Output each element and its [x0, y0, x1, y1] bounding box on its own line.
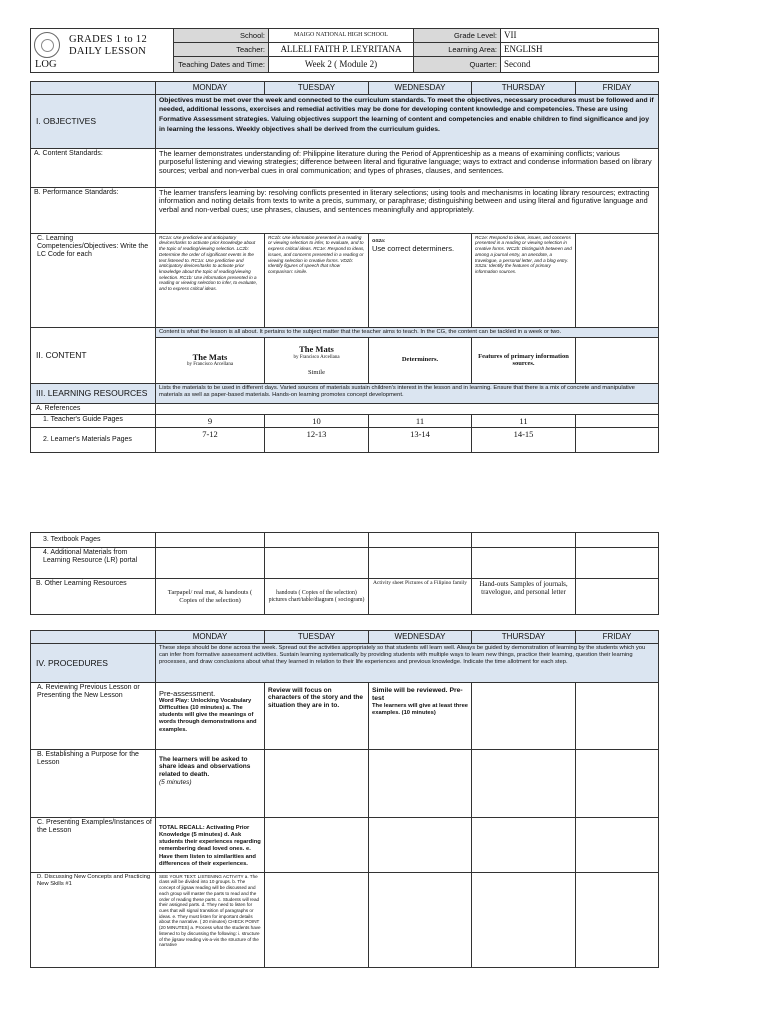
proc-day-friday: FRIDAY [576, 631, 659, 644]
proc-a-tuesday: Review will focus on characters of the story and the situation they are in to. [265, 682, 369, 749]
objectives-heading: I. OBJECTIVES [31, 94, 156, 148]
dates-value: Week 2 ( Module 2) [269, 57, 414, 73]
content-monday-title: The Mats [192, 352, 228, 363]
additional-materials-label: 4. Additional Materials from Learning Resource (LR) portal [31, 548, 156, 579]
competencies-monday: RC1a: Use predictive and anticipatory devices/tasks to activate prior knowledge about the topic of reading/viewing selection. LC2b: Determine the order of significant events in the text listened to. RC1a: Use predictive and anticipatory devices/tasks to activate prior knowledge about the topic of reading/viewing selection. RC1b: Use information presented in a reading or viewing selection to infer, to evaluate, and to express critical ideas. [156, 233, 265, 327]
dll-logo [31, 29, 174, 73]
competencies-tuesday: RC1b: Use information presented in a reading or viewing selection to infer, to evaluate, and to express critical ideas. RC1e: Respond to ideas, issues, and concerns presented in a reading or viewing selection in creative forms. VD2b: Identify figures of speech that show comparison: simile. [265, 233, 369, 327]
day-wednesday: WEDNESDAY [369, 82, 472, 95]
proc-a-wednesday-body: The learners will give at least three examples. (10 minutes) [372, 702, 469, 717]
logo-line1: GRADES 1 to 12 [69, 34, 147, 45]
proc-b-label: B. Establishing a Purpose for the Lesson [31, 749, 156, 817]
teacher-value: ALLELI FAITH P. LEYRITANA [269, 43, 414, 57]
grade-label: Grade Level: [414, 29, 501, 43]
content-tuesday-extra: Simile [308, 368, 325, 376]
school-label: School: [174, 29, 269, 43]
lm-tuesday: 12-13 [265, 428, 369, 453]
day-monday: MONDAY [156, 82, 265, 95]
content-tuesday-author: by Francisco Arcellana [293, 354, 340, 360]
quarter-label: Quarter: [414, 57, 501, 73]
resources-description: Lists the materials to be used in different days. Varied sources of materials sustain children's interest in the lesson and in learning. Ensure that there is a mix of concrete and manipulative materials as well as paper-based materials. Hands-on learning promotes concept development. [156, 383, 659, 403]
proc-day-wednesday: WEDNESDAY [369, 631, 472, 644]
proc-a-label: A. Reviewing Previous Lesson or Presenting the New Lesson [31, 682, 156, 749]
lm-friday [576, 428, 659, 453]
area-label: Learning Area: [414, 43, 501, 57]
proc-day-monday: MONDAY [156, 631, 265, 644]
dates-label: Teaching Dates and Time: [174, 57, 269, 73]
area-value: ENGLISH [501, 43, 659, 57]
lm-wednesday: 13-14 [369, 428, 472, 453]
content-thursday: Features of primary information sources. [472, 337, 576, 383]
logo-line3: LOG [35, 59, 57, 71]
procedures-description: These steps should be done across the week. Spread out the activities appropriately so that students will learn well. Always be guided by demonstration of learning by the students which you can infer from formative assessment activities. Sustain learning systematically by providing students with multiple ways to learn new things, practice their learning, question their learning processes, and draw conclusions about what they learned in relation to their life experiences and previous knowledge. Indicate the time allotment for each step. [156, 643, 659, 682]
resources-heading: III. LEARNING RESOURCES [31, 383, 156, 403]
other-resources-wednesday: Activity sheet Pictures of a Filipino family [369, 579, 472, 615]
proc-b-monday: The learners will be asked to share ideas and observations related to death. [159, 755, 251, 779]
content-heading: II. CONTENT [31, 327, 156, 383]
tg-wednesday: 11 [369, 415, 472, 428]
corner-cell [31, 82, 156, 95]
lm-thursday: 14-15 [472, 428, 576, 453]
day-thursday: THURSDAY [472, 82, 576, 95]
tg-friday [576, 415, 659, 428]
other-resources-thursday: Hand-outs Samples of journals, travelogue, and personal letter [472, 579, 576, 615]
proc-b-monday-time: (5 minutes) [159, 778, 192, 786]
procedures-heading: IV. PROCEDURES [31, 643, 156, 682]
proc-d-monday: SEE YOUR TEXT: LISTENING ACTIVITY a. The class will be divided into 10 groups. b. The concept of jigsaw reading will be discussed and each group will master the parts to read and the order of reading these parts. c. Students will read their assigned parts. d. They need to listen for cues that will signal transition of paragraphs or ideas. e. They must listen for important details about the narrative. ( 20 minutes) CHECK POINT (20 MINUTES) a. Process what the students have listened to by discussing the following: i. structure of the jigsaw reading vis-a-vis the structure of the narrative [156, 872, 265, 967]
deped-seal-icon [34, 32, 60, 58]
competencies-thursday: RC1e: Respond to ideas, issues, and concerns presented in a reading or viewing selection in creative forms. WC2b: Distinguish between and among a journal entry, an anecdote, a travelogue, a personal letter, and a blog entry. SS2a: Identify the features of primary information sources. [472, 233, 576, 327]
lm-monday: 7-12 [156, 428, 265, 453]
competencies-label: C. Learning Competencies/Objectives: Write the LC Code for each [31, 233, 156, 327]
teachers-guide-label: 1. Teacher's Guide Pages [31, 415, 156, 428]
logo-line2: DAILY LESSON [69, 46, 147, 57]
day-tuesday: TUESDAY [265, 82, 369, 95]
objectives-table [30, 81, 659, 453]
textbook-label: 3. Textbook Pages [31, 533, 156, 548]
learners-materials-label: 2. Learner's Materials Pages [31, 428, 156, 453]
content-friday [576, 337, 659, 383]
performance-standards-text: The learner transfers learning by: resolving conflicts presented in literary selections; using tools and mechanisms in locating library resources; extracting information and noting details from texts to write a precis, summary, or paraphrase; distinguishing between and using literal and figurative language and verbal and non-verbal cues; use phrases, clauses, and sentences meaningfully and appropriately. [156, 187, 659, 233]
references-label: A. References [31, 403, 156, 414]
content-description: Content is what the lesson is all about. It pertains to the subject matter that the teacher aims to teach. In the CG, the content can be tackled in a week or two. [156, 327, 659, 337]
tg-tuesday: 10 [265, 415, 369, 428]
other-resources-tuesday: handouts ( Copies of the selection) pictures chart/table/diagram ( sociogram) [265, 579, 369, 615]
grade-value: VII [501, 29, 659, 43]
quarter-value: Second [501, 57, 659, 73]
proc-a-monday-title: Pre-assessment. [159, 688, 216, 698]
content-tuesday-title: The Mats [299, 344, 334, 355]
tg-thursday: 11 [472, 415, 576, 428]
proc-d-label: D. Discussing New Concepts and Practicing New Skills #1 [31, 872, 156, 967]
school-value: MAIGO NATIONAL HIGH SCHOOL [269, 29, 414, 43]
content-standards-label: A. Content Standards: [31, 148, 156, 187]
other-resources-label: B. Other Learning Resources [31, 579, 156, 615]
proc-c-label: C. Presenting Examples/Instances of the Lesson [31, 817, 156, 872]
teacher-label: Teacher: [174, 43, 269, 57]
resources-table-2 [30, 532, 659, 615]
tg-monday: 9 [156, 415, 265, 428]
competencies-wednesday: Use correct determiners. [372, 243, 455, 253]
proc-a-wednesday-title: Simile will be reviewed. Pre-test [372, 686, 463, 702]
objectives-description: Objectives must be met over the week and connected to the curriculum standards. To meet the objectives, necessary procedures must be followed and if needed, additional lessons, exercises and remedial activities may be done for developing content knowledge and competencies. These are using Formative Assessment strategies. Valuing objectives support the learning of content and competencies and enable children to find significance and joy in learning the lessons. Weekly objectives shall be derived from the curriculum guides. [156, 94, 659, 148]
header-table [30, 28, 659, 73]
procedures-table [30, 630, 659, 968]
proc-day-tuesday: TUESDAY [265, 631, 369, 644]
day-friday: FRIDAY [576, 82, 659, 95]
proc-c-monday: TOTAL RECALL: Activating Prior Knowledge (5 minutes) d. Ask students their experiences regarding remembering dead loved ones. e. Have them listen to similarities and differences of their experiences. [156, 817, 265, 872]
content-monday-author: by Francisco Arcellana [186, 362, 234, 368]
proc-day-thursday: THURSDAY [472, 631, 576, 644]
performance-standards-label: B. Performance Standards: [31, 187, 156, 233]
competencies-wednesday-code: GS2a: [372, 237, 386, 243]
other-resources-monday: Tarpapel/ real mat, & handouts ( Copies of the selection) [156, 579, 265, 615]
content-wednesday: Determiners. [369, 337, 472, 383]
content-standards-text: The learner demonstrates understanding of: Philippine literature during the Period of Apprenticeship as a means of examining conflicts; various purposeful listening and viewing strategies; difference between literal and figurative language; ways to extract and condense information based on library sources; verbal and non-verbal cues in oral communication; and types of phrases, clauses, and sentences. [156, 148, 659, 187]
proc-a-monday-body: Word Play: Unlocking Vocabulary Difficulties (10 minutes) a. The students will give the meanings of words through demonstrations and examples. [159, 697, 257, 733]
competencies-friday [576, 233, 659, 327]
